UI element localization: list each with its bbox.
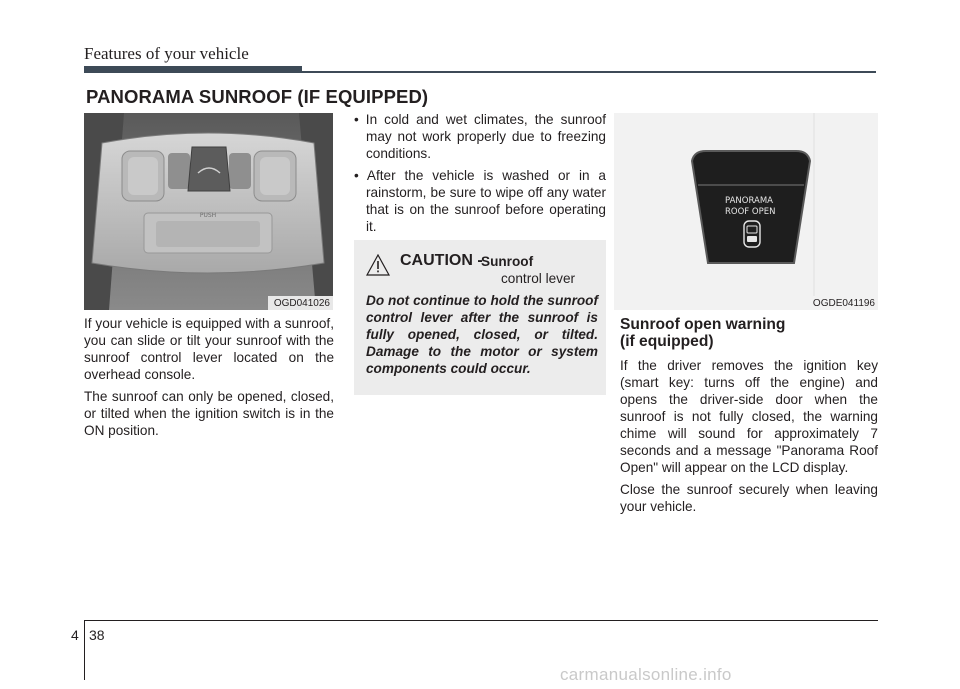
middle-column <box>354 111 606 240</box>
footer-divider <box>84 620 85 680</box>
chapter-number: 4 <box>71 627 79 643</box>
left-column <box>84 315 334 444</box>
display-line2: ROOF OPEN <box>725 207 776 217</box>
caution-label: CAUTION - <box>400 252 483 269</box>
section-heading: PANORAMA SUNROOF (IF EQUIPPED) <box>86 86 429 107</box>
figure-caption-right: OGDE041196 <box>807 296 878 310</box>
close-sunroof-paragraph: Close the sunroof securely when leaving your vehicle. <box>620 482 878 514</box>
intro-paragraph: If your vehicle is equipped with a sunroof, you can slide or tilt your sunroof with the sunroof control lever located on the overhead console. <box>84 316 334 382</box>
warning-triangle-icon <box>366 254 390 276</box>
caution-subtitle-line2: control lever <box>501 271 576 286</box>
warning-subheading <box>620 316 878 350</box>
warning-subheading-line2: (if equipped) <box>620 333 714 350</box>
roof-open-warning-image <box>614 113 878 310</box>
caution-subtitle-line1: Sunroof <box>481 254 534 269</box>
right-column <box>620 316 878 520</box>
page-number: 38 <box>89 627 105 643</box>
push-label: PUSH <box>199 212 217 219</box>
footer-rule <box>84 620 878 621</box>
overhead-console-illustration <box>84 113 333 310</box>
header-rule-thin <box>300 71 876 73</box>
caution-box <box>354 240 606 395</box>
caution-text: Do not continue to hold the sunroof control lever after the sunroof is fully opened, closed, or tilted. Damage to the motor or system components could occur. <box>366 293 598 376</box>
watermark: carmanualsonline.info <box>560 665 732 684</box>
display-line1: PANORAMA <box>725 196 773 206</box>
bullet-cold-climate: • In cold and wet climates, the sunroof may not work properly due to freezing conditions. <box>354 112 606 161</box>
warning-paragraph: If the driver removes the ignition key (smart key: turns off the engine) and opens the driver-side door when the sunroof is not fully closed, the warning chime will sound for approximately 7 seconds and a message "Panorama Roof Open" will appear on the LCD display. <box>620 358 878 475</box>
lcd-display-illustration <box>614 113 878 310</box>
ignition-paragraph: The sunroof can only be opened, closed, or tilted when the ignition switch is in the ON position. <box>84 389 334 438</box>
header-title: Features of your vehicle <box>84 44 249 63</box>
bullet-washed-vehicle: • After the vehicle is washed or in a rainstorm, be sure to wipe off any water that is on the sunroof before operating it. <box>354 168 606 234</box>
overhead-console-image <box>84 113 333 310</box>
header-rule-thick <box>84 66 302 73</box>
figure-caption-left: OGD041026 <box>268 296 333 310</box>
warning-subheading-line1: Sunroof open warning <box>620 316 786 333</box>
